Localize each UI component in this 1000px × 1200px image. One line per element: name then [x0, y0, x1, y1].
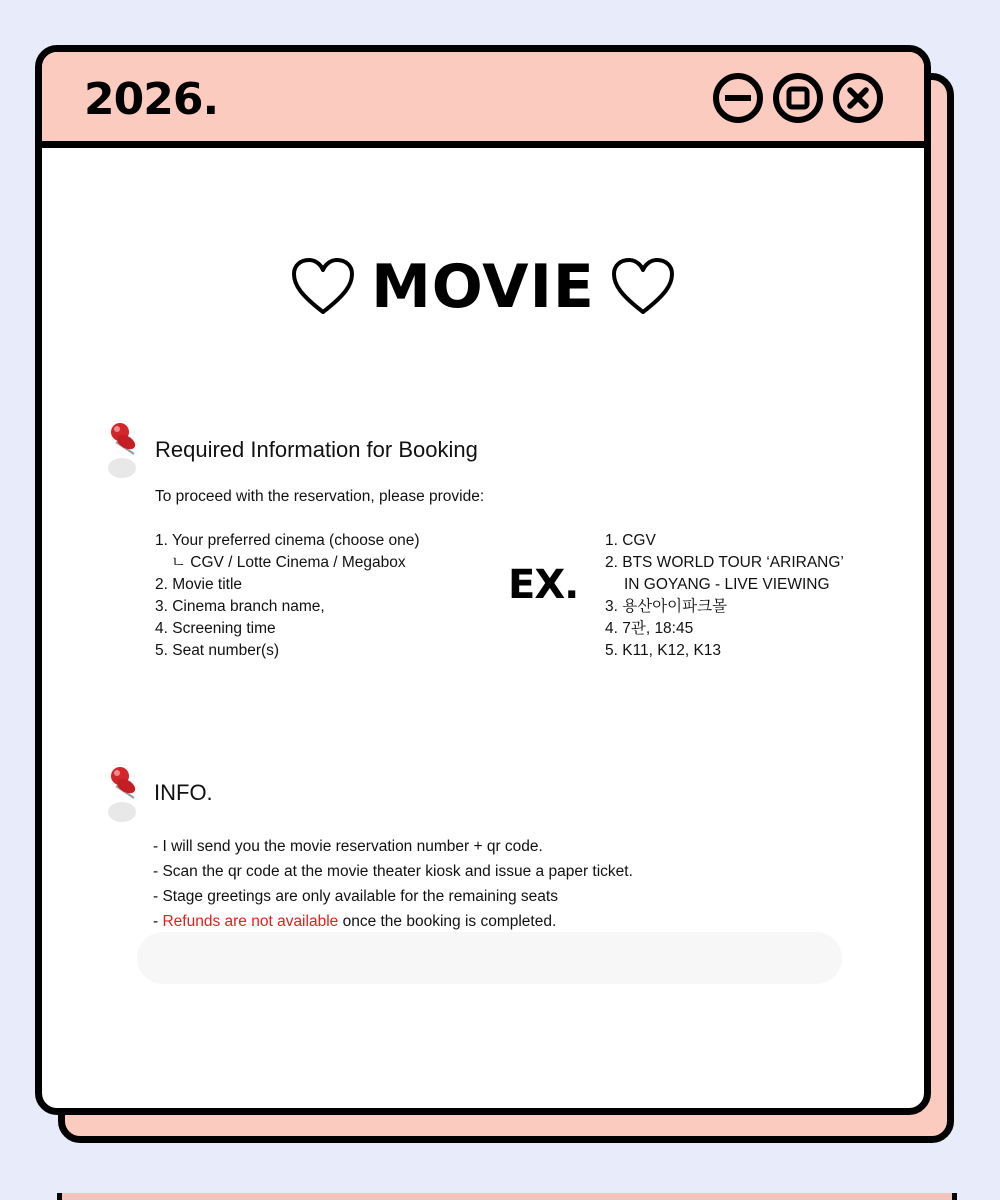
required-info-list: [155, 530, 420, 662]
list-item: 5. Seat number(s): [155, 642, 280, 659]
refund-rest: once the booking is completed.: [338, 913, 557, 930]
list-item: 3. 용산아이파크몰: [605, 598, 728, 615]
list-item: 2. Movie title: [155, 576, 243, 593]
refund-prefix: -: [153, 913, 163, 930]
minus-circle-icon: [719, 79, 757, 117]
list-item: 1. Your preferred cinema (choose one): [155, 532, 420, 549]
close-button[interactable]: [833, 73, 883, 123]
list-item: - Scan the qr code at the movie theater kiosk and issue a paper ticket.: [153, 863, 633, 880]
list-item: 3. Cinema branch name,: [155, 598, 325, 615]
booking-intro: To proceed with the reservation, please provide:: [155, 488, 485, 505]
heart-outline-icon: [291, 257, 355, 317]
maximize-button[interactable]: [773, 73, 823, 123]
example-label: EX.: [508, 562, 579, 608]
section-title-info: INFO.: [154, 780, 213, 805]
blurred-area: [137, 932, 842, 984]
pushpin-icon: [104, 764, 144, 828]
minimize-button[interactable]: [713, 73, 763, 123]
square-circle-icon: [779, 79, 817, 117]
refund-warning: Refunds are not available: [162, 913, 339, 930]
next-window-edge: [57, 1193, 957, 1200]
pushpin-icon: [104, 420, 144, 484]
list-item: 2. BTS WORLD TOUR ‘ARIRANG’: [605, 554, 844, 571]
section-title-booking: Required Information for Booking: [155, 437, 478, 462]
list-item: 4. Screening time: [155, 620, 276, 637]
heart-outline-icon: [611, 257, 675, 317]
list-item: 5. K11, K12, K13: [605, 642, 722, 659]
list-item: - Stage greetings are only available for the remaining seats: [153, 888, 558, 905]
list-item: IN GOYANG - LIVE VIEWING: [624, 576, 830, 593]
window-title: 2026.: [84, 74, 219, 125]
list-item: - I will send you the movie reservation number + qr code.: [153, 838, 543, 855]
list-item: 1. CGV: [605, 532, 656, 549]
title-bar: [42, 52, 924, 148]
app-window: [35, 45, 931, 1115]
x-circle-icon: [839, 79, 877, 117]
info-list: [153, 834, 633, 934]
list-item: ㄴ CGV / Lotte Cinema / Megabox: [171, 554, 406, 571]
page-heading: [42, 252, 924, 322]
page-title: MOVIE: [371, 252, 595, 322]
list-item: 4. 7관, 18:45: [605, 620, 694, 637]
example-list: [605, 530, 844, 662]
list-item: [153, 909, 633, 934]
